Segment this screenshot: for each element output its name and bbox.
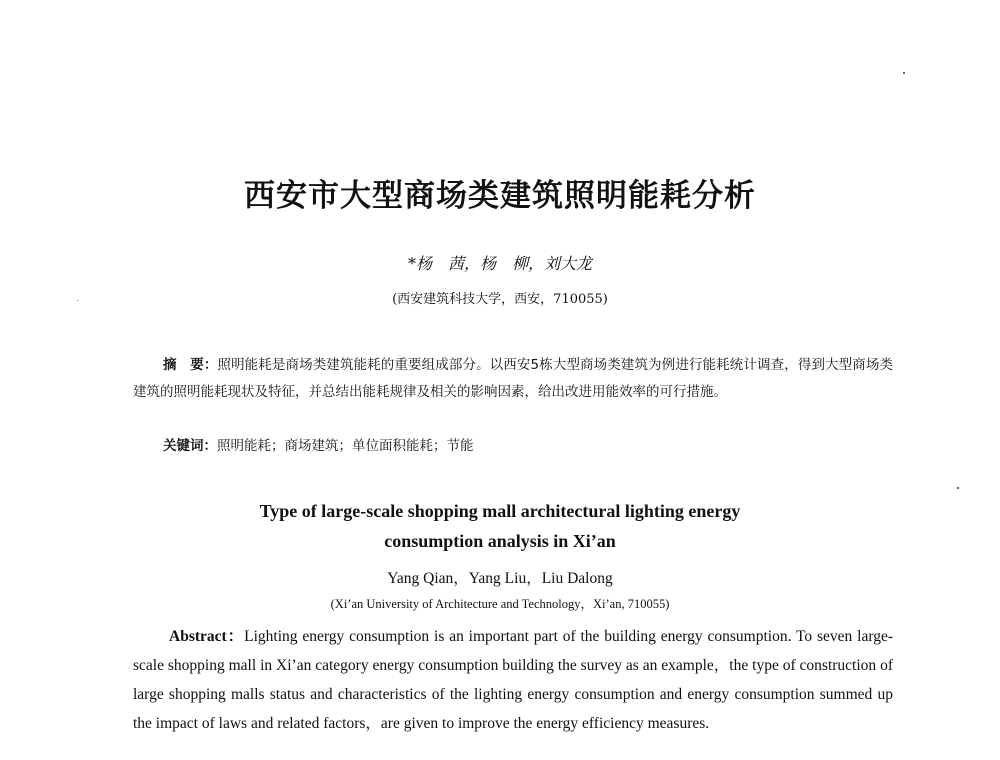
scan-speck bbox=[77, 300, 78, 301]
chinese-abstract bbox=[133, 352, 893, 406]
chinese-keywords-text: 照明能耗；商场建筑；单位面积能耗；节能 bbox=[217, 438, 474, 454]
english-authors: Yang Qian，Yang Liu，Liu Dalong bbox=[387, 570, 613, 587]
chinese-title: 西安市大型商场类建筑照明能耗分析 bbox=[244, 178, 756, 214]
english-title-line-2: consumption analysis in Xi’an bbox=[384, 531, 616, 551]
english-abstract-text: Lighting energy consumption is an important part of the building energy consumption. To seven large-scale shopping mall in Xi’an category energy consumption building the survey as an example，the type of construction of large shopping malls status and characteristics of the lighting energy consumption and energy consumption summed up the impact of laws and related factors，are given to improve the energy efficiency measures. bbox=[133, 628, 893, 732]
chinese-keywords-label: 关键词： bbox=[163, 438, 217, 454]
chinese-keywords bbox=[163, 434, 893, 454]
chinese-abstract-text: 照明能耗是商场类建筑能耗的重要组成部分。以西安5栋大型商场类建筑为例进行能耗统计调查，得到大型商场类建筑的照明能耗现状及特征，并总结出能耗规律及相关的影响因素，给出改进用能效率的可行措施。 bbox=[133, 357, 894, 400]
english-title bbox=[0, 496, 1000, 556]
scan-speck bbox=[903, 72, 905, 74]
english-abstract-label: Abstract： bbox=[169, 628, 245, 645]
english-title-line-1: Type of large-scale shopping mall architectural lighting energy bbox=[259, 501, 741, 521]
english-affiliation: (Xi’an University of Architecture and Technology，Xi’an, 710055) bbox=[330, 597, 670, 611]
scan-speck bbox=[957, 487, 959, 489]
chinese-authors: *杨 茜，杨 柳，刘大龙 bbox=[407, 254, 592, 273]
chinese-affiliation: (西安建筑科技大学，西安，710055) bbox=[392, 292, 608, 307]
english-abstract bbox=[133, 622, 893, 738]
chinese-abstract-label: 摘 要： bbox=[163, 357, 218, 373]
